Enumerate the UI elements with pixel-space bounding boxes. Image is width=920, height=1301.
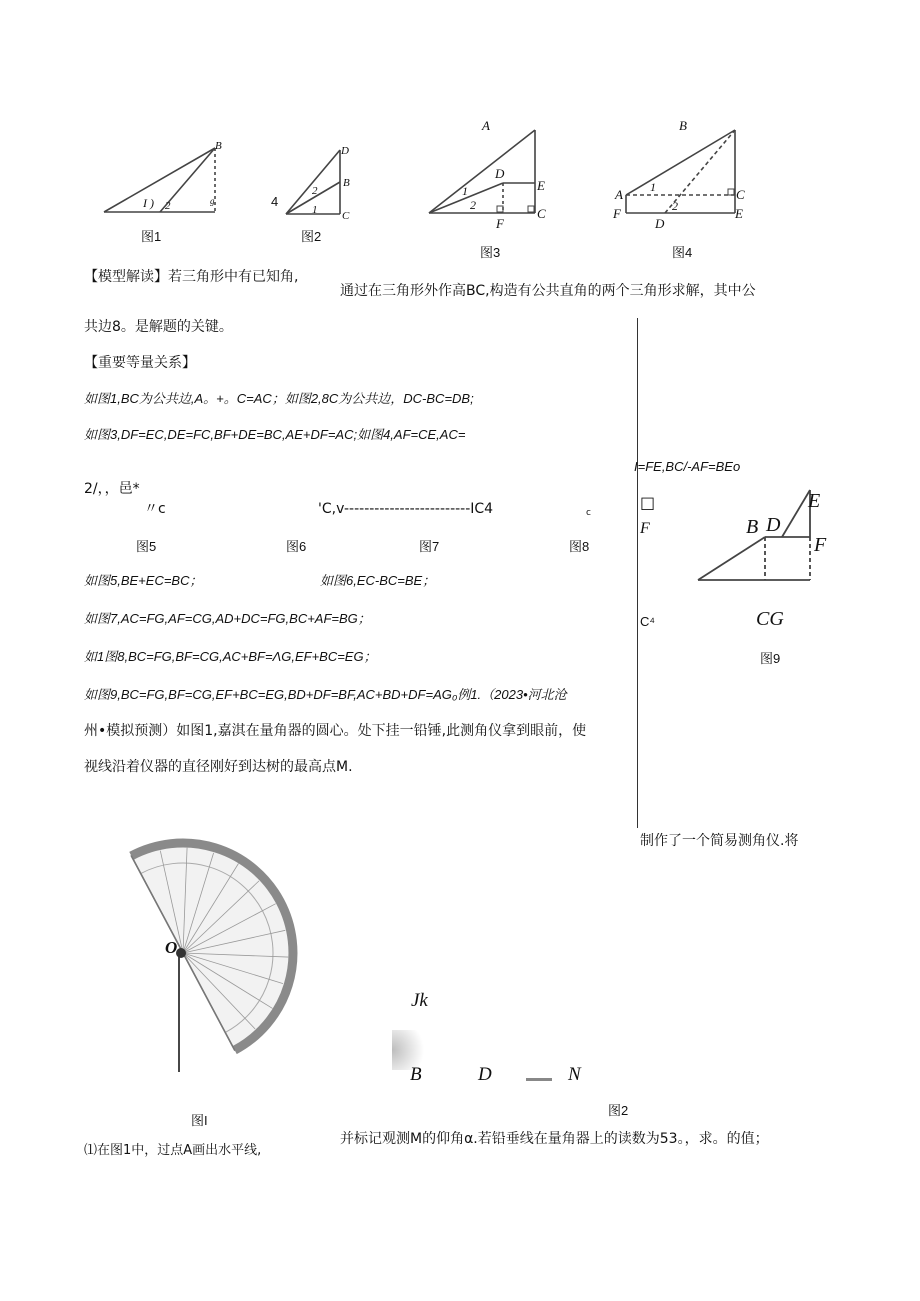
figure-2b-caption: 图2 <box>608 1103 629 1118</box>
relation-line-9: 如图9,BC=FG,BF=CG,EF+BC=EG,BD+DF=BF,AC+BD+DF=AG₀例1.（2023•河北沧 <box>84 687 567 702</box>
fig2-label-4: 4 <box>271 194 279 209</box>
fig3-label-2: 2 <box>470 198 476 212</box>
question-1-part-b: 并标记观测M的仰角α.若铅垂线在量角器上的读数为53。，求。的值； <box>340 1131 769 1147</box>
figure-4-caption: 图4 <box>672 245 693 260</box>
fig4-label-f: F <box>613 206 621 221</box>
model-interpretation-heading: 【模型解读】若三角形中有已知角, <box>84 269 299 285</box>
protractor-illustration <box>95 860 305 1075</box>
figure-i-caption: 图I <box>191 1113 208 1128</box>
fig3-label-f: F <box>496 216 504 231</box>
fig9-label-b: B <box>746 516 759 538</box>
fig1-label-b: B <box>215 140 222 152</box>
question-1-part-a: ⑴在图1中，过点A画出水平线, <box>84 1143 262 1158</box>
figure-1-caption: 图1 <box>141 229 162 244</box>
figure-9-caption: 图9 <box>760 651 781 666</box>
fragment-square: □ <box>640 493 656 512</box>
example-line-11: 视线沿着仪器的直径刚好到达树的最高点M. <box>84 759 353 775</box>
fig3-label-a: A <box>482 118 490 133</box>
figure-7-caption: 图7 <box>419 539 440 554</box>
example-line-10: 州•模拟预测）如图1,嘉淇在量角器的圆心。处下挂一铅锤,此测角仪拿到眼前，使 <box>84 723 587 739</box>
fig9-label-cg: CG <box>756 608 784 630</box>
fig4-label-d: D <box>655 216 665 231</box>
fig2b-segment-dn <box>526 1078 552 1081</box>
fragment-c4: C⁴ <box>640 614 655 629</box>
fig2b-label-b: B <box>410 1064 422 1085</box>
fragment-civ: 'C,v-------------------------IC4 <box>318 501 494 517</box>
fig1-label-2: 2 <box>165 200 171 212</box>
fig4-label-2: 2 <box>672 199 678 213</box>
fig2-label-1: 1 <box>312 204 318 216</box>
fig2-label-c: C <box>342 210 350 222</box>
fig9-label-d: D <box>766 514 781 536</box>
model-interpretation-continued: 通过在三角形外作高BC,构造有公共直角的两个三角形求解，其中公 <box>340 283 756 299</box>
fig4-label-e: E <box>735 206 743 221</box>
fig2-label-d: D <box>341 145 349 157</box>
fragment-c1: 〃c <box>144 501 166 517</box>
fig4-label-1: 1 <box>650 180 656 194</box>
fig4-label-a: A <box>615 187 623 202</box>
figure-3-caption: 图3 <box>480 245 501 260</box>
fig2b-label-n: N <box>568 1064 581 1085</box>
fig2-label-2: 2 <box>312 185 318 197</box>
relation-line-8: 如1图8,BC=FG,BF=CG,AC+BF=ΛG,EF+BC=EG； <box>84 649 377 664</box>
figure-2-caption: 图2 <box>301 229 322 244</box>
figure-4-diagram <box>620 125 750 225</box>
important-relations-heading: 【重要等量关系】 <box>84 355 196 371</box>
fig4-label-c: C <box>736 187 745 202</box>
vertical-divider <box>637 318 638 828</box>
fragment-c2: c <box>586 508 591 518</box>
fig2-label-b: B <box>343 177 350 189</box>
fragment-f: F <box>640 520 650 537</box>
relation-line-6: 如图6,EC-BC=BE； <box>320 573 436 588</box>
fig4-label-b: B <box>679 118 687 133</box>
fig9-label-e: E <box>808 490 821 512</box>
fig9-label-f: F <box>814 534 827 556</box>
figure-3-diagram <box>425 125 555 225</box>
fig3-label-d: D <box>495 166 505 181</box>
fig3-label-e: E <box>537 178 545 193</box>
fig1-label-angle1: I ) <box>143 196 154 210</box>
fig2b-label-d: D <box>478 1064 492 1085</box>
relation-line-1: 如图1,BC为公共边,A。+。C=AC；如图2,8C为公共边，DC-BC=DB; <box>84 391 474 406</box>
relation-line-7: 如图7,AC=FG,AF=CG,AD+DC=FG,BC+AF=BG； <box>84 611 371 626</box>
figure-6-caption: 图6 <box>286 539 307 554</box>
relation-line-2: 如图3,DF=EC,DE=FC,BF+DE=BC,AE+DF=AC;如图4,AF=CE,AC= <box>84 427 466 442</box>
right-tail-text: 制作了一个简易测角仪.将 <box>640 833 799 849</box>
garbled-line-3: 2/，，邑* <box>84 481 140 497</box>
fig1-label-g: g <box>210 196 215 206</box>
relation-line-5: 如图5,BE+EC=BC； <box>84 573 203 588</box>
fig3-label-c: C <box>537 206 546 221</box>
relation-right-fragment: I=FE,BC/-AF=BEo <box>634 459 741 474</box>
figure-8-caption: 图8 <box>569 539 590 554</box>
figure-5-caption: 图5 <box>136 539 157 554</box>
model-interpretation-end: 共边8。是解题的关键。 <box>84 319 233 335</box>
fig3-label-1: 1 <box>462 184 468 198</box>
protractor-label-o: O <box>165 938 178 957</box>
fig2b-label-jk: Jk <box>411 990 428 1011</box>
